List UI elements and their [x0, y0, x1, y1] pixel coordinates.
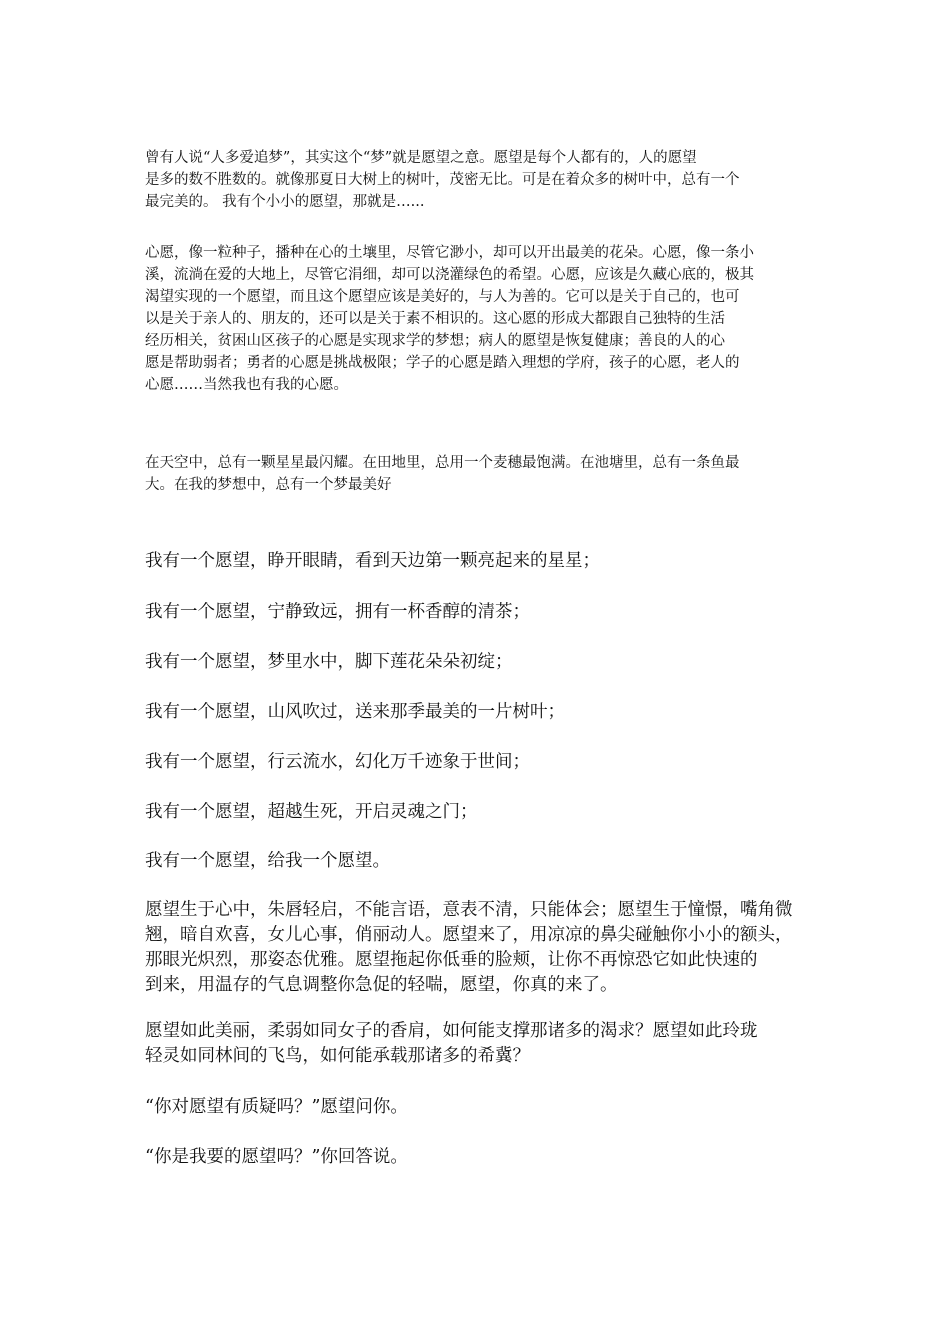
verse-line: 我有一个愿望，超越生死，开启灵魂之门；	[145, 802, 478, 822]
text-line: 到来，用温存的气息调整你急促的轻喘，愿望，你真的来了。	[145, 975, 618, 995]
text-line: 曾有人说“人多爱追梦”，其实这个“梦”就是愿望之意。愿望是每个人都有的，人的愿望	[145, 150, 697, 166]
text-line: 心愿，像一粒种子，播种在心的土壤里，尽管它渺小，却可以开出最美的花朵。心愿，像一条小	[145, 245, 754, 261]
born-paragraph	[145, 898, 793, 998]
text-line: 溪，流淌在爱的大地上，尽管它涓细，却可以浇灌绿色的希望。心愿，应该是久藏心底的，极其	[145, 267, 754, 283]
verse-line: 我有一个愿望，睁开眼睛，看到天边第一颗亮起来的星星；	[145, 551, 600, 571]
dialogue-line: “你对愿望有质疑吗？”愿望问你。	[145, 1097, 408, 1117]
wish-paragraph	[145, 242, 754, 396]
intro-paragraph	[145, 147, 740, 213]
text-line: 那眼光炽烈，那姿态优雅。愿望拖起你低垂的脸颊，让你不再惊恐它如此快速的	[145, 950, 758, 970]
verse-line: 我有一个愿望，梦里水中，脚下莲花朵朵初绽；	[145, 652, 513, 672]
text-line: 轻灵如同林间的飞鸟，如何能承载那诸多的希冀？	[145, 1046, 530, 1066]
beauty-paragraph	[145, 1019, 758, 1069]
sky-paragraph	[145, 452, 740, 496]
text-line: 最完美的。 我有个小小的愿望，那就是…...	[145, 194, 425, 210]
verse-line: 我有一个愿望，宁静致远，拥有一杯香醇的清茶；	[145, 602, 530, 622]
verse-line: 我有一个愿望，山风吹过，送来那季最美的一片树叶；	[145, 702, 565, 722]
text-line: 经历相关，贫困山区孩子的心愿是实现求学的梦想；病人的愿望是恢复健康；善良的人的心	[145, 333, 725, 349]
text-line: 大。在我的梦想中，总有一个梦最美好	[145, 477, 392, 493]
text-line: 渴望实现的一个愿望，而且这个愿望应该是美好的，与人为善的。它可以是关于自己的，也可	[145, 289, 740, 305]
verse-line: 我有一个愿望，行云流水，幻化万千迹象于世间；	[145, 752, 530, 772]
dialogue-line: “你是我要的愿望吗？”你回答说。	[145, 1147, 408, 1167]
text-line: 以是关于亲人的、朋友的，还可以是关于素不相识的。这心愿的形成大都跟自己独特的生活	[145, 311, 725, 327]
text-line: 心愿……当然我也有我的心愿。	[145, 377, 348, 393]
text-line: 翘，暗自欢喜，女儿心事，俏丽动人。愿望来了，用凉凉的鼻尖碰触你小小的额头，	[145, 925, 793, 945]
text-line: 是多的数不胜数的。就像那夏日大树上的树叶，茂密无比。可是在着众多的树叶中，总有一个	[145, 172, 740, 188]
text-line: 在天空中，总有一颗星星最闪耀。在田地里，总用一个麦穗最饱满。在池塘里，总有一条鱼最	[145, 455, 740, 471]
verse-line: 我有一个愿望，给我一个愿望。	[145, 851, 390, 871]
text-line: 愿是帮助弱者；勇者的心愿是挑战极限；学子的心愿是踏入理想的学府，孩子的心愿，老人的	[145, 355, 740, 371]
text-line: 愿望如此美丽，柔弱如同女子的香肩，如何能支撑那诸多的渴求？愿望如此玲珑	[145, 1021, 758, 1041]
text-line: 愿望生于心中，朱唇轻启，不能言语，意表不清，只能体会；愿望生于憧憬，嘴角微	[145, 900, 793, 920]
